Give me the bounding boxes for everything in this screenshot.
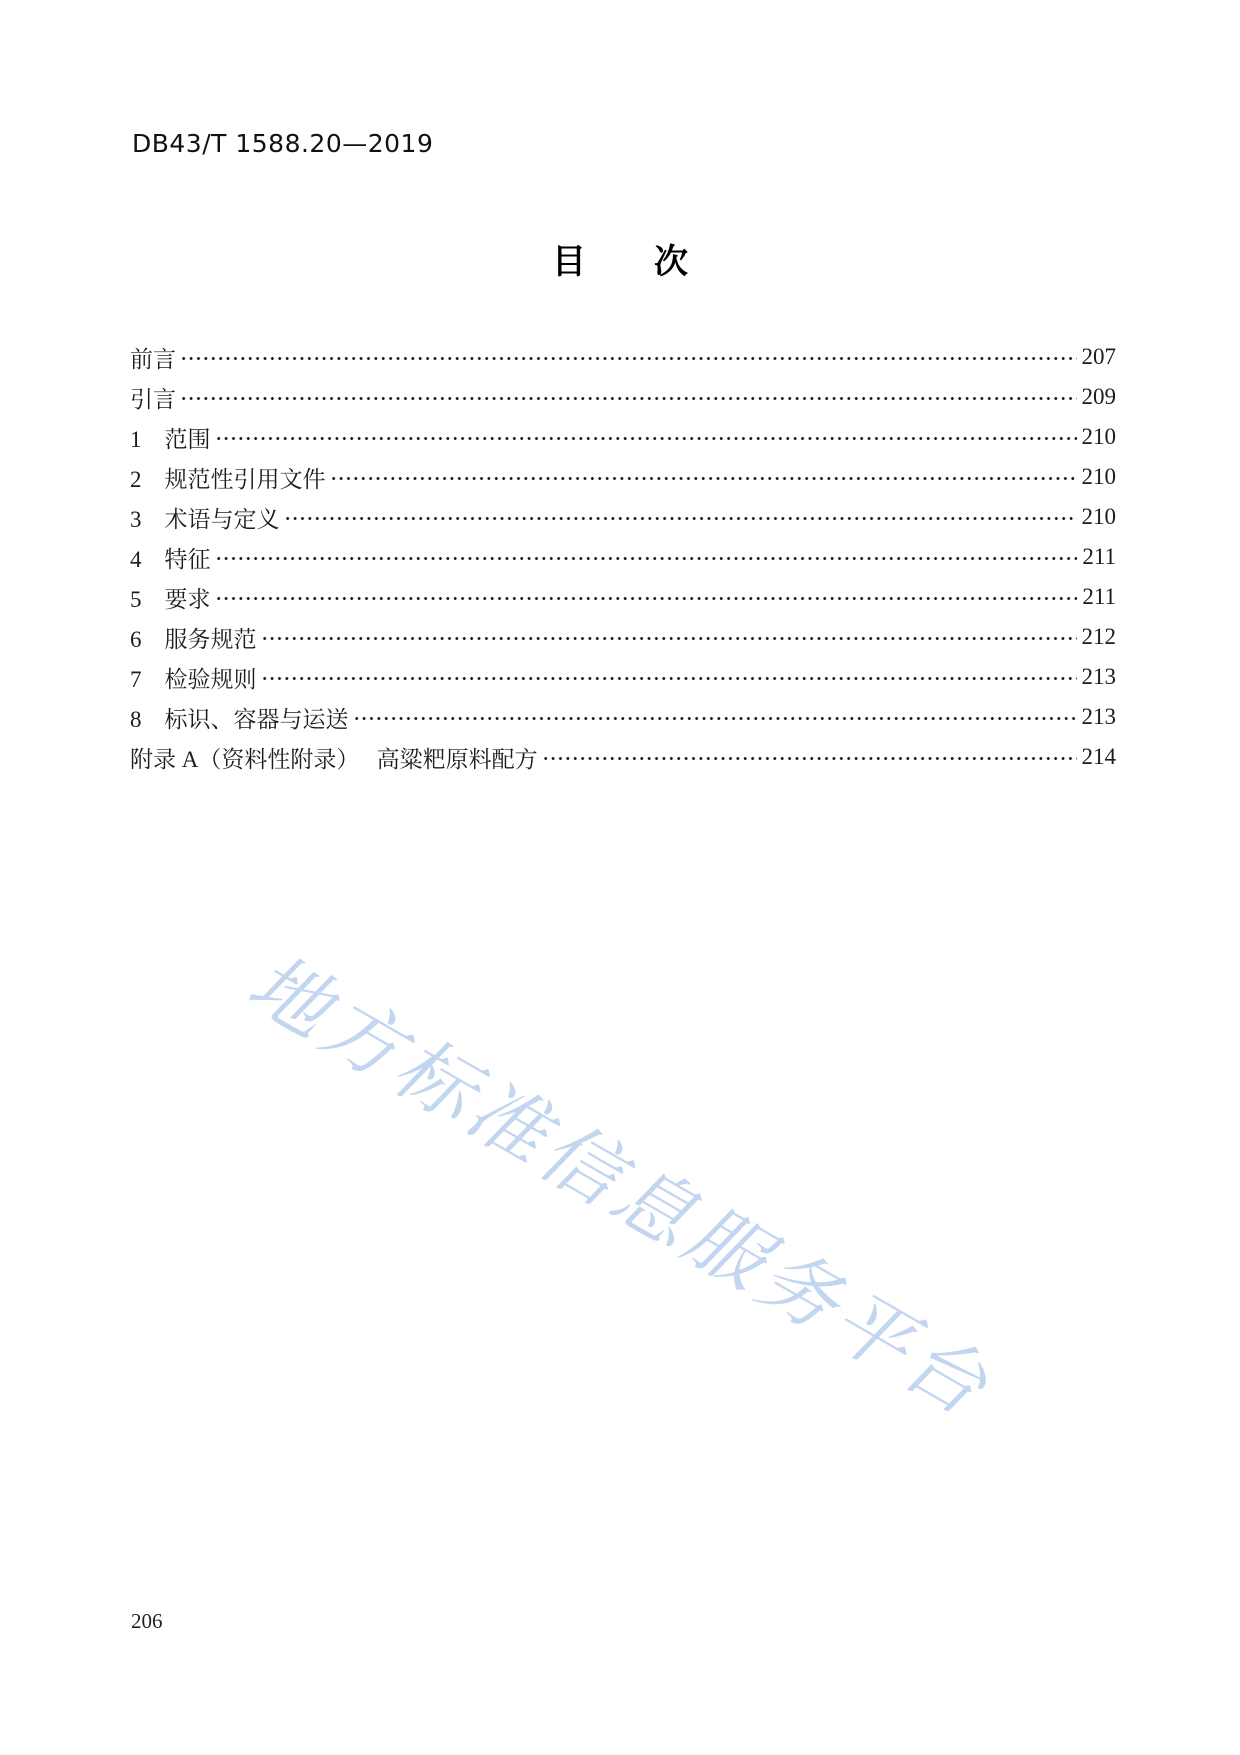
footer-page-number: 206 xyxy=(131,1609,163,1633)
toc-leader-dots xyxy=(215,556,1078,561)
toc-entry-label: 2 规范性引用文件 xyxy=(130,466,326,492)
toc-leader-dots xyxy=(261,676,1077,681)
toc-leader-dots xyxy=(330,476,1077,481)
toc-leader-dots xyxy=(353,716,1077,721)
toc-entry xyxy=(130,737,1116,777)
toc-entry xyxy=(130,537,1116,577)
toc-entry-label: 4 特征 xyxy=(130,546,211,572)
toc-entry-label: 1 范围 xyxy=(130,426,211,452)
toc-entry xyxy=(130,697,1116,737)
toc-entry xyxy=(130,377,1116,417)
table-of-contents xyxy=(130,337,1116,777)
toc-entry-label: 5 要求 xyxy=(130,586,211,612)
toc-entry-page: 210 xyxy=(1081,424,1116,449)
toc-entry-page: 209 xyxy=(1081,384,1116,409)
page-title: 目 次 xyxy=(552,242,688,282)
toc-entry xyxy=(130,577,1116,617)
toc-entry xyxy=(130,617,1116,657)
toc-entry-page: 207 xyxy=(1081,344,1116,369)
watermark: 地方标准信息服务平台 xyxy=(230,947,1021,1432)
toc-entry-page: 210 xyxy=(1081,464,1116,489)
toc-entry-label: 3 术语与定义 xyxy=(130,506,280,532)
toc-entry-label: 7 检验规则 xyxy=(130,666,257,692)
toc-entry-label: 6 服务规范 xyxy=(130,626,257,652)
toc-entry-page: 212 xyxy=(1081,624,1116,649)
toc-leader-dots xyxy=(215,596,1078,601)
standard-code-header: DB43/T 1588.20—2019 xyxy=(132,129,434,158)
toc-leader-dots xyxy=(180,396,1077,401)
toc-entry-page: 213 xyxy=(1081,704,1116,729)
toc-entry-label: 前言 xyxy=(130,346,176,372)
toc-leader-dots xyxy=(261,636,1077,641)
toc-entry-label: 8 标识、容器与运送 xyxy=(130,706,349,732)
toc-entry xyxy=(130,457,1116,497)
toc-entry-label: 引言 xyxy=(130,386,176,412)
toc-leader-dots xyxy=(542,756,1077,761)
toc-entry xyxy=(130,337,1116,377)
toc-entry-page: 213 xyxy=(1081,664,1116,689)
toc-entry xyxy=(130,657,1116,697)
toc-entry xyxy=(130,417,1116,457)
toc-leader-dots xyxy=(180,356,1077,361)
toc-leader-dots xyxy=(215,436,1077,441)
toc-entry-page: 214 xyxy=(1081,744,1116,769)
toc-entry-page: 210 xyxy=(1081,504,1116,529)
toc-entry xyxy=(130,497,1116,537)
toc-entry-page: 211 xyxy=(1082,544,1116,569)
toc-entry-page: 211 xyxy=(1082,584,1116,609)
toc-leader-dots xyxy=(284,516,1077,521)
toc-entry-label: 附录 A（资料性附录） 高粱粑原料配方 xyxy=(130,746,538,772)
